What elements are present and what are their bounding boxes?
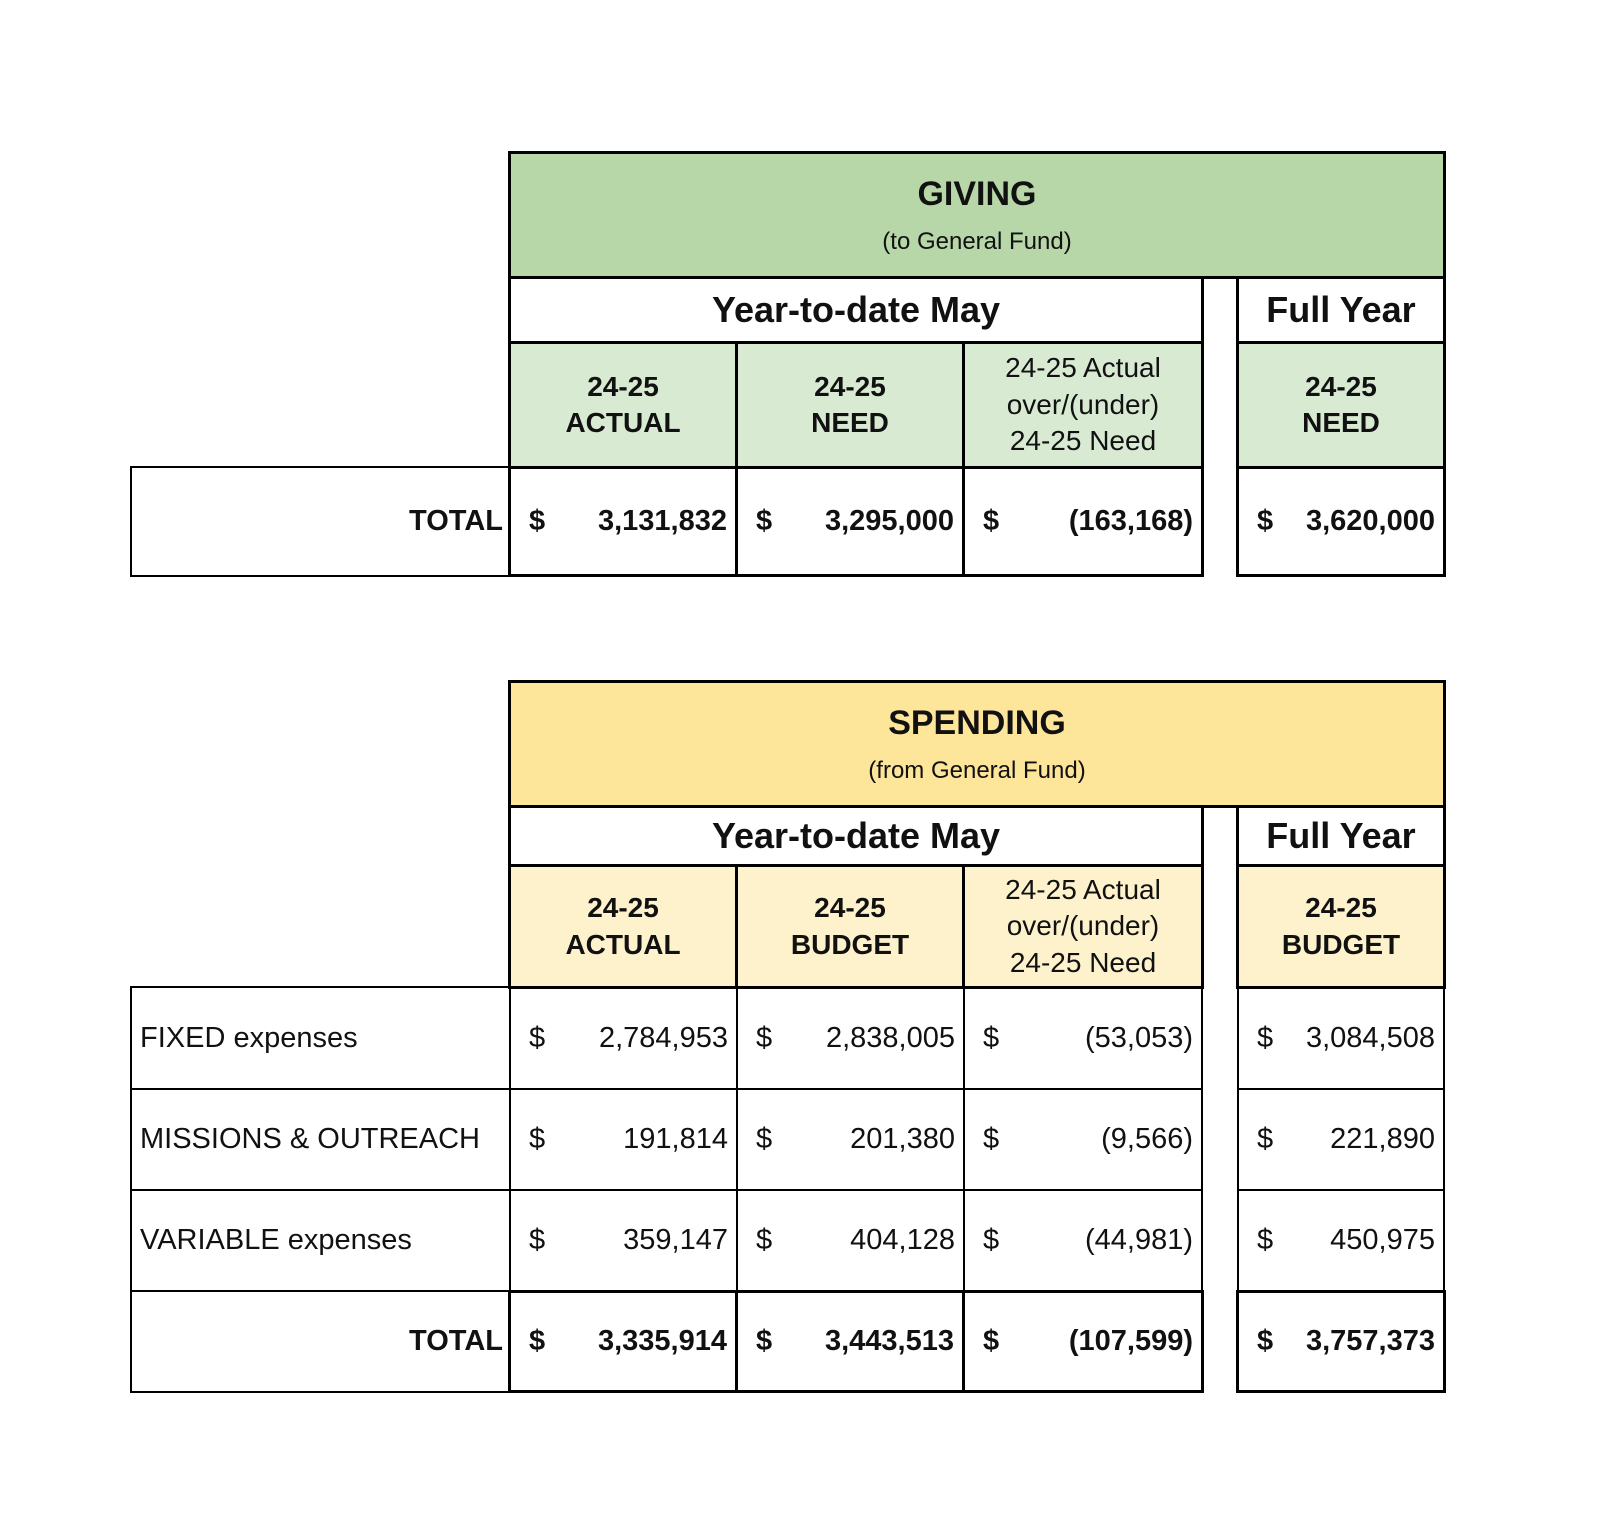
value: (163,168) bbox=[1068, 505, 1193, 537]
currency-symbol: $ bbox=[529, 1224, 546, 1256]
currency-symbol: $ bbox=[1257, 1224, 1274, 1256]
table-cell-variance bbox=[963, 986, 1203, 1090]
value: (107,599) bbox=[1068, 1325, 1193, 1357]
currency-symbol: $ bbox=[529, 1123, 546, 1155]
table-cell-budget bbox=[736, 1088, 965, 1191]
value: 3,131,832 bbox=[597, 505, 727, 537]
currency-symbol: $ bbox=[529, 1325, 546, 1357]
value: 2,784,953 bbox=[598, 1021, 728, 1054]
table-cell-full-year bbox=[1237, 1088, 1445, 1191]
currency-symbol: $ bbox=[529, 505, 546, 537]
value: 191,814 bbox=[623, 1123, 728, 1155]
value: 404,128 bbox=[850, 1224, 955, 1256]
table-cell-variance bbox=[963, 1088, 1203, 1191]
value: (53,053) bbox=[1084, 1021, 1193, 1054]
currency-symbol: $ bbox=[1257, 505, 1274, 537]
value: (9,566) bbox=[1101, 1123, 1193, 1155]
value: 3,757,373 bbox=[1305, 1325, 1435, 1357]
table-cell-actual bbox=[509, 1088, 738, 1191]
giving-col-need: 24-25 NEED bbox=[735, 341, 965, 469]
value: 3,443,513 bbox=[824, 1325, 954, 1357]
currency-symbol: $ bbox=[1257, 1123, 1274, 1155]
table-cell-variance bbox=[963, 1189, 1203, 1292]
giving-title: GIVING bbox=[917, 174, 1037, 213]
spending-col-actual: 24-25 ACTUAL bbox=[508, 864, 738, 989]
giving-col-variance: 24-25 Actual over/(under) 24-25 Need bbox=[962, 341, 1204, 469]
currency-symbol: $ bbox=[983, 505, 1000, 537]
row-label-text: VARIABLE expenses bbox=[140, 1224, 412, 1256]
spending-col-budget: 24-25 BUDGET bbox=[735, 864, 965, 989]
value: 2,838,005 bbox=[825, 1021, 955, 1054]
giving-total-label bbox=[130, 466, 511, 577]
row-label-text: MISSIONS & OUTREACH bbox=[140, 1123, 480, 1155]
table-row-label bbox=[130, 986, 511, 1090]
table-cell-actual bbox=[509, 1189, 738, 1292]
spending-ytd-label: Year-to-date May bbox=[508, 805, 1204, 867]
giving-subtitle: (to General Fund) bbox=[882, 227, 1072, 255]
currency-symbol: $ bbox=[756, 1123, 773, 1155]
spending-total-actual bbox=[508, 1290, 738, 1393]
value: 3,620,000 bbox=[1305, 505, 1435, 537]
table-cell-full-year bbox=[1237, 986, 1445, 1090]
spending-total-budget bbox=[735, 1290, 965, 1393]
currency-symbol: $ bbox=[983, 1325, 1000, 1357]
table-cell-budget bbox=[736, 986, 965, 1090]
currency-symbol: $ bbox=[983, 1021, 1000, 1054]
table-row-label bbox=[130, 1189, 511, 1292]
spending-full-year-label: Full Year bbox=[1236, 805, 1446, 867]
value: 221,890 bbox=[1330, 1123, 1435, 1155]
giving-total-actual bbox=[508, 466, 738, 577]
giving-total-need bbox=[735, 466, 965, 577]
currency-symbol: $ bbox=[756, 1021, 773, 1054]
currency-symbol: $ bbox=[983, 1123, 1000, 1155]
giving-col-actual: 24-25 ACTUAL bbox=[508, 341, 738, 469]
spending-header bbox=[508, 680, 1446, 808]
spending-total-label bbox=[130, 1290, 511, 1393]
spending-subtitle: (from General Fund) bbox=[868, 756, 1086, 784]
table-cell-actual bbox=[509, 986, 738, 1090]
table-cell-full-year bbox=[1237, 1189, 1445, 1292]
giving-col-full-need: 24-25 NEED bbox=[1236, 341, 1446, 469]
spending-title: SPENDING bbox=[888, 703, 1066, 742]
currency-symbol: $ bbox=[983, 1224, 1000, 1256]
giving-total-variance bbox=[962, 466, 1204, 577]
value: 3,295,000 bbox=[824, 505, 954, 537]
row-label-text: FIXED expenses bbox=[140, 1021, 358, 1054]
value: 3,335,914 bbox=[597, 1325, 727, 1357]
giving-full-year-label: Full Year bbox=[1236, 276, 1446, 344]
currency-symbol: $ bbox=[756, 1224, 773, 1256]
value: 3,084,508 bbox=[1305, 1021, 1435, 1054]
spending-col-variance: 24-25 Actual over/(under) 24-25 Need bbox=[962, 864, 1204, 989]
spending-total-text: TOTAL bbox=[409, 1325, 503, 1357]
value: 359,147 bbox=[623, 1224, 728, 1256]
currency-symbol: $ bbox=[756, 505, 773, 537]
table-row-label bbox=[130, 1088, 511, 1191]
currency-symbol: $ bbox=[529, 1021, 546, 1054]
currency-symbol: $ bbox=[756, 1325, 773, 1357]
giving-ytd-label: Year-to-date May bbox=[508, 276, 1204, 344]
value: 201,380 bbox=[850, 1123, 955, 1155]
currency-symbol: $ bbox=[1257, 1021, 1274, 1054]
giving-total-full-year bbox=[1236, 466, 1446, 577]
spending-col-full-budget: 24-25 BUDGET bbox=[1236, 864, 1446, 989]
value: 450,975 bbox=[1330, 1224, 1435, 1256]
table-cell-budget bbox=[736, 1189, 965, 1292]
giving-header bbox=[508, 151, 1446, 279]
currency-symbol: $ bbox=[1257, 1325, 1274, 1357]
spending-total-full-year bbox=[1236, 1290, 1446, 1393]
spending-total-variance bbox=[962, 1290, 1204, 1393]
giving-total-text: TOTAL bbox=[409, 505, 503, 537]
value: (44,981) bbox=[1084, 1224, 1193, 1256]
